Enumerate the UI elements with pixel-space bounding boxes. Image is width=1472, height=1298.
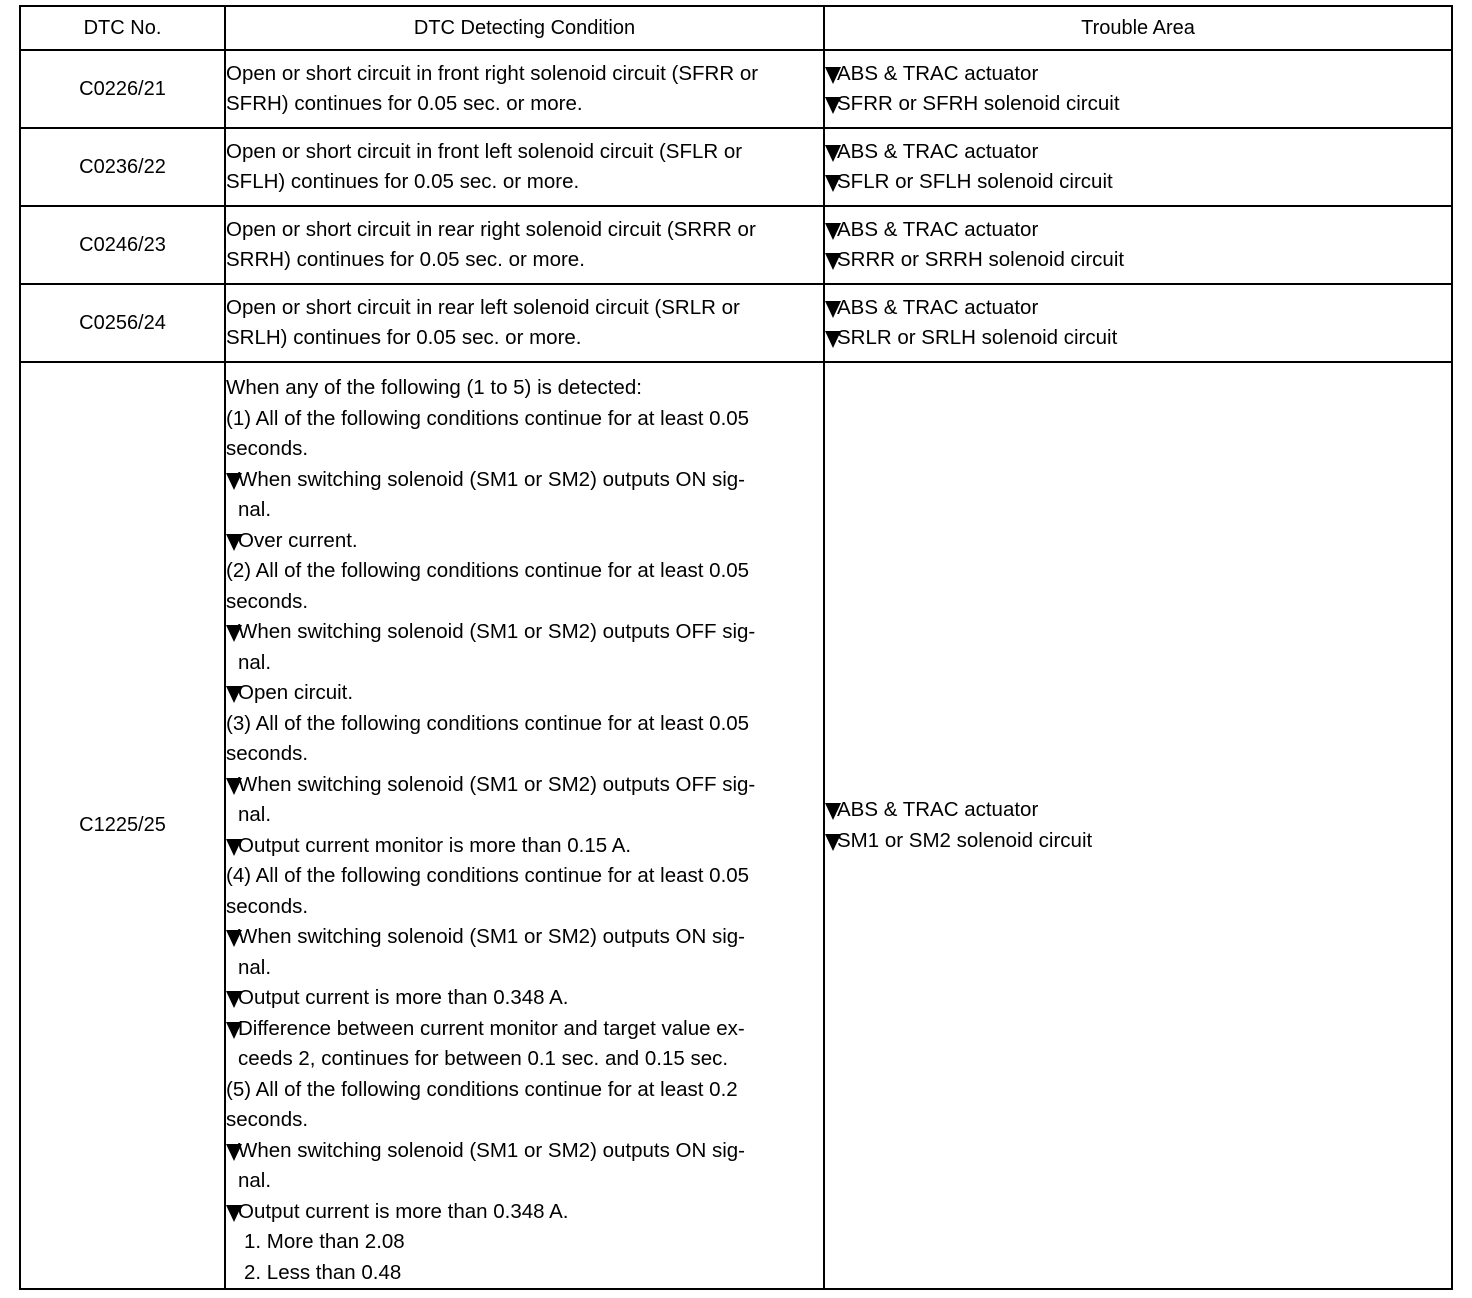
condition-bullet: Output current is more than 0.348 A. bbox=[226, 983, 823, 1014]
detecting-condition bbox=[225, 128, 824, 206]
bullet-triangle-icon bbox=[226, 1022, 242, 1039]
bullet-triangle-icon bbox=[825, 223, 841, 240]
table-row bbox=[20, 128, 1452, 206]
condition-line: SRRH) continues for 0.05 sec. or more. bbox=[226, 248, 585, 271]
condition-bullet-continuation: nal. bbox=[238, 1169, 272, 1192]
detecting-condition bbox=[225, 50, 824, 128]
condition-heading: (4) All of the following conditions continue for at least 0.05 bbox=[226, 864, 750, 887]
condition-bullet-continuation: ceeds 2, continues for between 0.1 sec. and 0.15 sec. bbox=[238, 1047, 729, 1070]
bullet-triangle-icon bbox=[226, 1144, 242, 1161]
bullet-triangle-icon bbox=[226, 991, 242, 1008]
bullet-triangle-icon bbox=[226, 534, 242, 551]
condition-heading: (1) All of the following conditions continue for at least 0.05 bbox=[226, 406, 750, 430]
trouble-area-item: SRRR or SRRH solenoid circuit bbox=[825, 245, 1451, 276]
condition-line: Open or short circuit in front left solenoid circuit (SFLR or bbox=[226, 139, 743, 163]
header-condition: DTC Detecting Condition bbox=[225, 6, 824, 50]
bullet-triangle-icon bbox=[226, 930, 242, 947]
bullet-triangle-icon bbox=[226, 686, 242, 703]
bullet-triangle-icon bbox=[825, 175, 841, 192]
trouble-area-item: SRLR or SRLH solenoid circuit bbox=[825, 323, 1451, 354]
condition-bullet: Output current is more than 0.348 A. bbox=[226, 1197, 823, 1228]
condition-heading: (2) All of the following conditions continue for at least 0.05 bbox=[226, 559, 750, 582]
header-trouble-area: Trouble Area bbox=[824, 6, 1452, 50]
trouble-area-item: ABS & TRAC actuator bbox=[825, 59, 1451, 90]
bullet-triangle-icon bbox=[226, 1205, 242, 1222]
header-dtc-no: DTC No. bbox=[20, 6, 225, 50]
detecting-condition bbox=[225, 362, 824, 1289]
condition-heading: seconds. bbox=[226, 894, 309, 918]
trouble-area bbox=[824, 284, 1452, 362]
trouble-area-item: ABS & TRAC actuator bbox=[825, 215, 1451, 246]
condition-bullet-continuation: nal. bbox=[238, 803, 272, 826]
trouble-area bbox=[824, 50, 1452, 128]
condition-line: SRLH) continues for 0.05 sec. or more. bbox=[226, 326, 582, 349]
condition-bullet: Open circuit. bbox=[226, 678, 823, 709]
bullet-triangle-icon bbox=[825, 253, 841, 270]
condition-bullet: When switching solenoid (SM1 or SM2) outputs OFF sig- bbox=[226, 770, 823, 801]
condition-bullet-continuation: nal. bbox=[238, 498, 272, 521]
bullet-triangle-icon bbox=[825, 834, 841, 851]
condition-intro: When any of the following (1 to 5) is detected: bbox=[226, 376, 642, 399]
trouble-area-item: ABS & TRAC actuator bbox=[825, 293, 1451, 324]
bullet-triangle-icon bbox=[226, 625, 242, 642]
bullet-triangle-icon bbox=[825, 145, 841, 162]
condition-line: Open or short circuit in rear left solenoid circuit (SRLR or bbox=[226, 295, 740, 319]
condition-heading: seconds. bbox=[226, 1108, 309, 1131]
trouble-area bbox=[824, 128, 1452, 206]
condition-bullet: Difference between current monitor and target value ex- bbox=[226, 1014, 823, 1045]
table-row bbox=[20, 284, 1452, 362]
condition-line: Open or short circuit in front right solenoid circuit (SFRR or bbox=[226, 61, 759, 85]
dtc-code: C0236/22 bbox=[20, 128, 225, 206]
trouble-area bbox=[824, 206, 1452, 284]
condition-bullet: When switching solenoid (SM1 or SM2) outputs ON sig- bbox=[226, 465, 823, 496]
condition-line: SFRH) continues for 0.05 sec. or more. bbox=[226, 92, 583, 115]
table-row bbox=[20, 50, 1452, 128]
bullet-triangle-icon bbox=[226, 473, 242, 490]
dtc-code: C0226/21 bbox=[20, 50, 225, 128]
condition-bullet: Output current monitor is more than 0.15 A. bbox=[226, 831, 823, 862]
table-row bbox=[20, 206, 1452, 284]
bullet-triangle-icon bbox=[825, 803, 841, 820]
condition-bullet-continuation: nal. bbox=[238, 955, 272, 979]
header-row bbox=[20, 6, 1452, 50]
condition-subitem: 1. More than 2.08 bbox=[244, 1230, 405, 1253]
bullet-triangle-icon bbox=[825, 97, 841, 114]
condition-heading: seconds. bbox=[226, 742, 309, 765]
trouble-area-item: SM1 or SM2 solenoid circuit bbox=[825, 826, 1451, 857]
condition-bullet: When switching solenoid (SM1 or SM2) outputs OFF sig- bbox=[226, 617, 823, 648]
condition-heading: seconds. bbox=[226, 437, 309, 460]
condition-heading: seconds. bbox=[226, 589, 309, 613]
dtc-code: C1225/25 bbox=[20, 362, 225, 1289]
dtc-table bbox=[19, 5, 1453, 1290]
detecting-condition bbox=[225, 206, 824, 284]
trouble-area-item: SFRR or SFRH solenoid circuit bbox=[825, 89, 1451, 120]
condition-bullet-continuation: nal. bbox=[238, 650, 272, 674]
bullet-triangle-icon bbox=[226, 778, 242, 795]
condition-heading: (5) All of the following conditions continue for at least 0.2 bbox=[226, 1077, 738, 1101]
bullet-triangle-icon bbox=[825, 301, 841, 318]
condition-subitem: 2. Less than 0.48 bbox=[244, 1260, 402, 1284]
condition-bullet: Over current. bbox=[226, 526, 823, 557]
condition-bullet: When switching solenoid (SM1 or SM2) outputs ON sig- bbox=[226, 922, 823, 953]
condition-heading: (3) All of the following conditions continue for at least 0.05 bbox=[226, 711, 750, 735]
dtc-code: C0246/23 bbox=[20, 206, 225, 284]
trouble-area-item: ABS & TRAC actuator bbox=[825, 795, 1451, 826]
bullet-triangle-icon bbox=[226, 839, 242, 856]
bullet-triangle-icon bbox=[825, 331, 841, 348]
trouble-area bbox=[824, 362, 1452, 1289]
trouble-area-item: ABS & TRAC actuator bbox=[825, 137, 1451, 168]
condition-bullet: When switching solenoid (SM1 or SM2) outputs ON sig- bbox=[226, 1136, 823, 1167]
detecting-condition bbox=[225, 284, 824, 362]
dtc-code: C0256/24 bbox=[20, 284, 225, 362]
condition-line: SFLH) continues for 0.05 sec. or more. bbox=[226, 170, 580, 193]
condition-line: Open or short circuit in rear right solenoid circuit (SRRR or bbox=[226, 217, 756, 241]
bullet-triangle-icon bbox=[825, 67, 841, 84]
trouble-area-item: SFLR or SFLH solenoid circuit bbox=[825, 167, 1451, 198]
table-row bbox=[20, 362, 1452, 1289]
